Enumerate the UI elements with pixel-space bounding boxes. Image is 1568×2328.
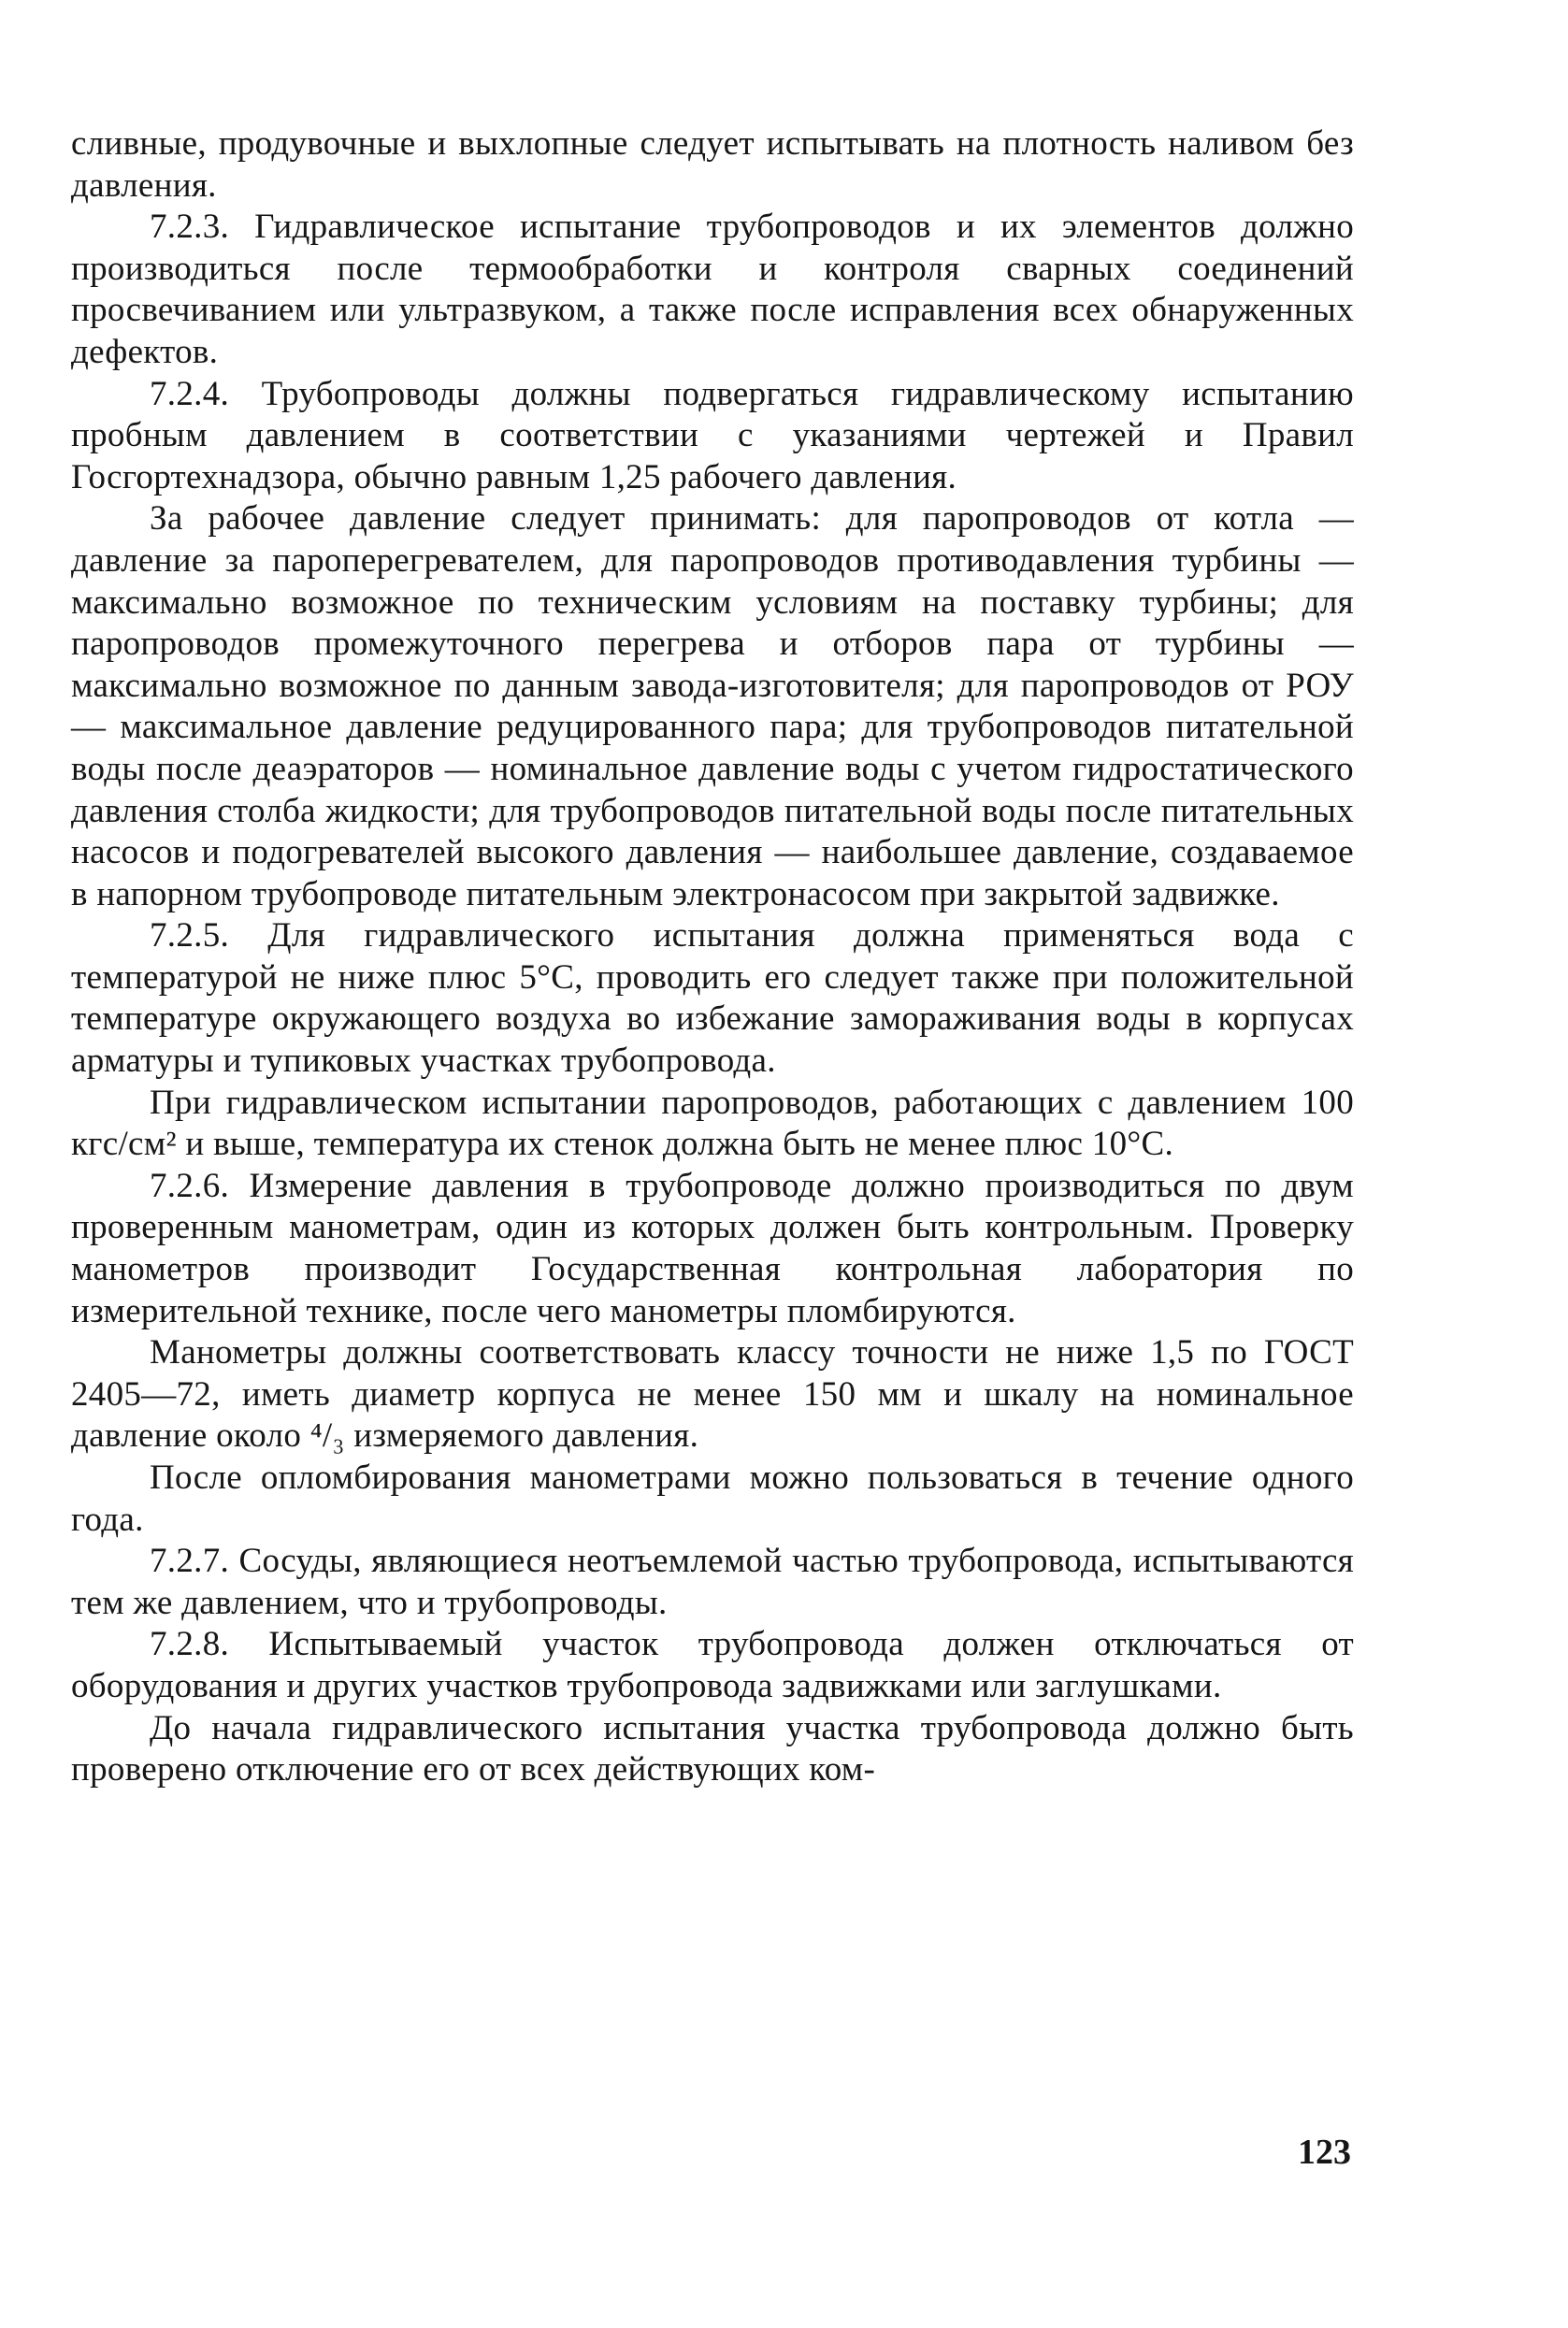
paragraph-7-2-7: 7.2.7. Сосуды, являющиеся неотъемлемой частью трубопровода, испытываются тем же давлением, что и трубопроводы. (71, 1542, 1354, 1622)
paragraph-working-pressure: За рабочее давление следует принимать: для паропроводов от котла — давление за пароперегревателем, для паропроводов противодавления турбины — максимально возможное по техническим условиям на поставку турбины; для паропроводов промежуточного перегрева и отборов пара от турбины — максимально возможное по данным завода-изготовителя; для паропроводов от РОУ — максимальное давление редуцированного пара; для трубопроводов питательной воды после деаэраторов — номинальное давление воды с учетом гидростатического давления столба жидкости; для трубопроводов питательной воды после питательных насосов и подогревателей высокого давления — наибольшее давление, создаваемое в напорном трубопроводе питательным электронасосом при закрытой задвижке. (71, 499, 1354, 913)
paragraph-7-2-5: 7.2.5. Для гидравлического испытания должна применяться вода с температурой не ниже плюс 5°С, проводить его следует также при положительной температуре окружающего воздуха во избежание замораживания воды в корпусах арматуры и тупиковых участках трубопровода. (71, 916, 1354, 1081)
paragraph-steam-wall-temperature: При гидравлическом испытании паропроводов, работающих с давлением 100 кгс/см² и выше, температура их стенок должна быть не менее плюс 10°С. (71, 1083, 1354, 1164)
paragraph-before-testing: До начала гидравлического испытания участка трубопровода должно быть проверено отключение его от всех действующих ком- (71, 1708, 1354, 1789)
paragraph-7-2-8: 7.2.8. Испытываемый участок трубопровода должен отключаться от оборудования и других участков трубопровода задвижками или заглушками. (71, 1625, 1354, 1705)
paragraph-7-2-3: 7.2.3. Гидравлическое испытание трубопроводов и их элементов должно производиться после термообработки и контроля сварных соединений просвечиванием или ультразвуком, а также после исправления всех обнаруженных дефектов. (71, 208, 1354, 371)
document-body (71, 123, 1354, 1791)
paragraph-manometer-sealing: После опломбирования манометрами можно пользоваться в течение одного года. (71, 1459, 1354, 1539)
paragraph-manometer-accuracy: Манометры должны соответствовать классу точности не ниже 1,5 по ГОСТ 2405—72, иметь диаметр корпуса не менее 150 мм и шкалу на номинальное давление около ⁴/₃ измеряемого давления. (71, 1333, 1354, 1456)
page-number: 123 (1298, 2133, 1351, 2172)
paragraph-7-2-4: 7.2.4. Трубопроводы должны подвергаться гидравлическому испытанию пробным давлением в соответствии с указаниями чертежей и Правил Госгортехнадзора, обычно равным 1,25 рабочего давления. (71, 374, 1354, 496)
paragraph-continuation: сливные, продувочные и выхлопные следует испытывать на плотность наливом без давления. (71, 124, 1354, 205)
paragraph-7-2-6: 7.2.6. Измерение давления в трубопроводе должно производиться по двум проверенным манометрам, один из которых должен быть контрольным. Проверку манометров производит Государственная контрольная лаборатория по измерительной технике, после чего манометры пломбируются. (71, 1166, 1354, 1330)
